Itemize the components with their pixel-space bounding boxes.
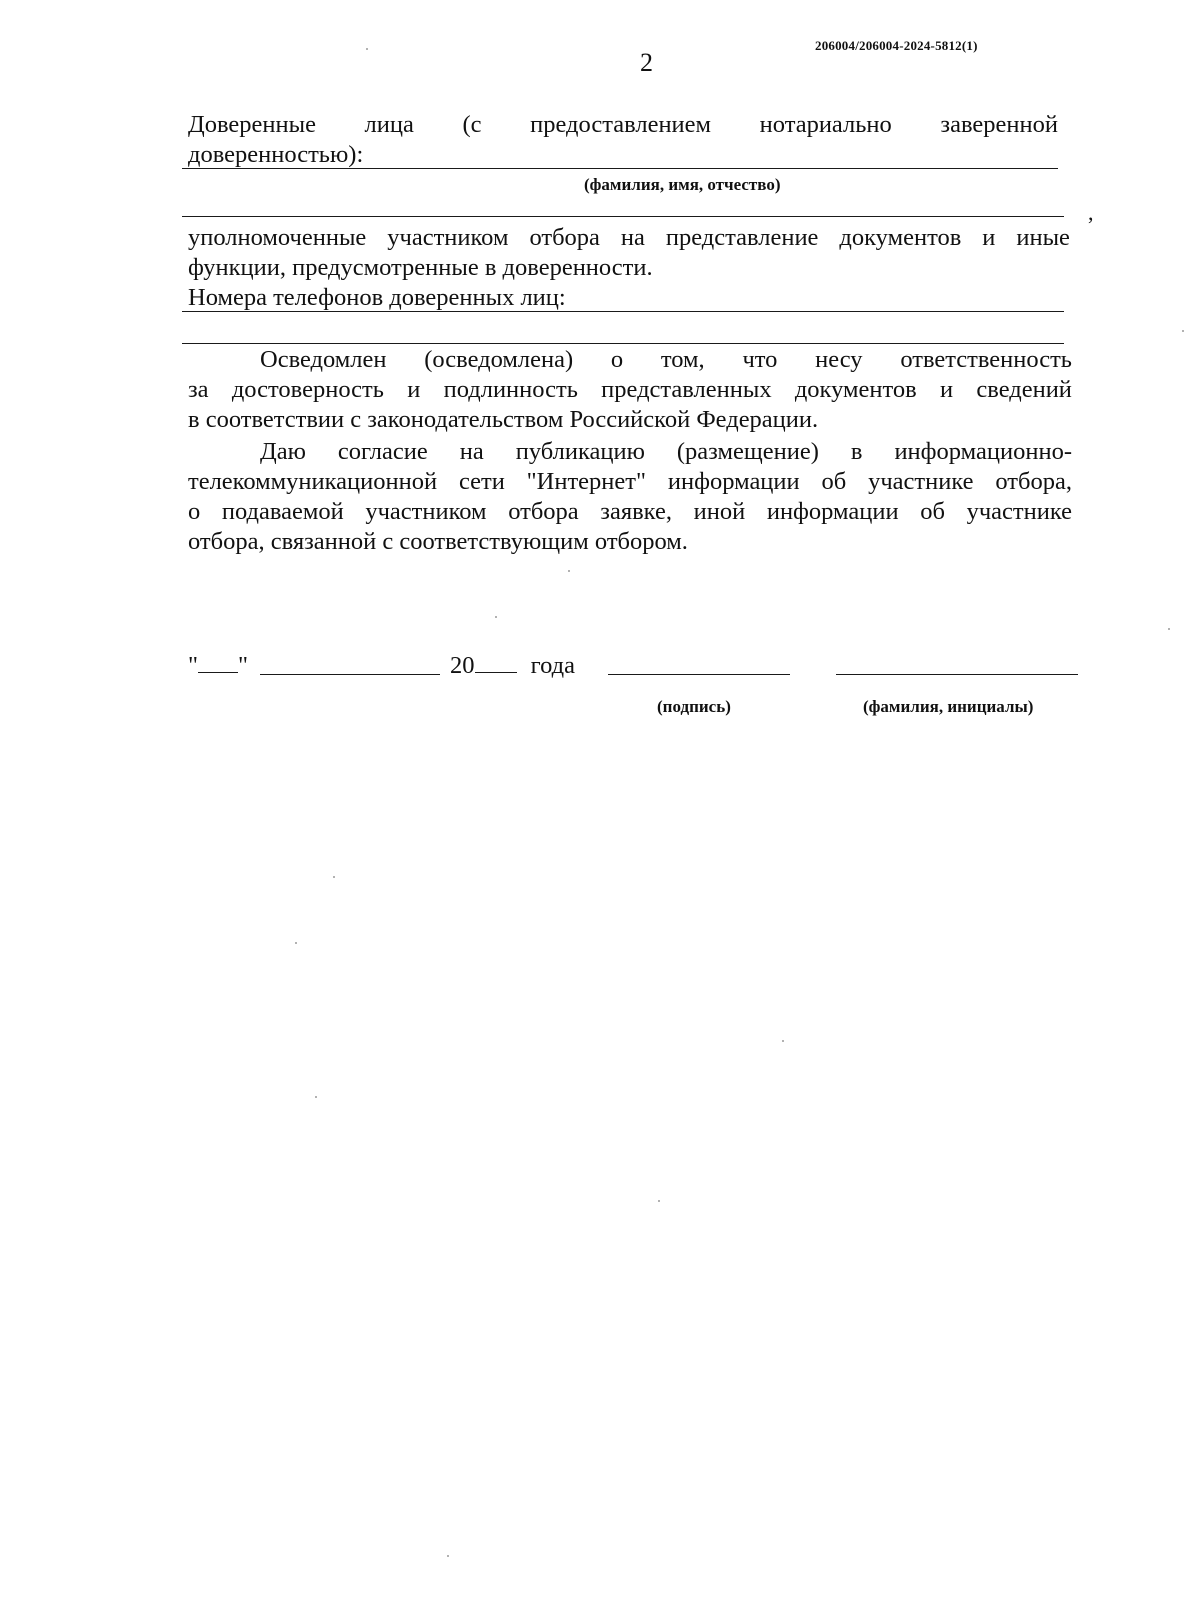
scan-speck — [495, 616, 497, 618]
quote-close: " — [238, 652, 249, 679]
signature-caption: (подпись) — [657, 697, 731, 716]
word: сети — [458, 468, 505, 495]
consent-line-4: отбора, связанной с соответствующим отбором. — [188, 528, 688, 555]
authorized-line-1 — [188, 223, 1070, 253]
trustee-name-blank — [182, 168, 1058, 169]
word: (осведомлена) — [424, 346, 574, 373]
word: достоверность — [231, 376, 384, 403]
date-day — [188, 650, 248, 681]
word: на — [459, 438, 484, 465]
year-suffix: года — [530, 652, 575, 679]
scan-speck — [315, 1096, 317, 1098]
word: в — [850, 438, 863, 465]
word: участником — [387, 224, 509, 251]
trustees-line-2: доверенностью): — [188, 141, 364, 168]
scan-speck — [568, 570, 570, 572]
scan-speck — [447, 1555, 449, 1557]
word: иной — [693, 498, 746, 525]
date-year — [450, 650, 575, 681]
word: участником — [365, 498, 487, 525]
trustee-comma: , — [1088, 200, 1094, 225]
phones-blank-1 — [182, 311, 1064, 312]
word: лица — [364, 111, 414, 138]
word: представленных — [601, 376, 772, 403]
word: за — [188, 376, 209, 403]
word: и — [407, 376, 421, 403]
word: несу — [815, 346, 863, 373]
word: отбора — [529, 224, 600, 251]
name-blank — [836, 674, 1078, 675]
word: участнике — [868, 468, 974, 495]
word: отбора — [508, 498, 579, 525]
word: подаваемой — [221, 498, 344, 525]
word: заявке, — [600, 498, 672, 525]
scan-speck — [333, 876, 335, 878]
word: подлинность — [443, 376, 578, 403]
word: (с — [462, 111, 482, 138]
consent-line-2 — [188, 467, 1072, 497]
responsibility-line-2 — [188, 375, 1072, 405]
consent-line-3 — [188, 497, 1072, 527]
word: согласие — [337, 438, 428, 465]
word: что — [742, 346, 778, 373]
word: публикацию — [515, 438, 645, 465]
trustees-line-1 — [188, 110, 1058, 140]
page-number: 2 — [640, 48, 653, 77]
word: Доверенные — [188, 111, 316, 138]
scan-speck — [658, 1200, 660, 1202]
word: представление — [665, 224, 819, 251]
word: о — [188, 498, 201, 525]
word: ответственность — [900, 346, 1072, 373]
day-blank — [198, 650, 238, 673]
word: "Интернет" — [526, 468, 647, 495]
word: информационно- — [894, 438, 1072, 465]
phones-label: Номера телефонов доверенных лиц: — [188, 284, 566, 311]
word: информации — [667, 468, 800, 495]
scan-speck — [366, 48, 368, 50]
scan-speck — [782, 1040, 784, 1042]
word: и — [982, 224, 996, 251]
consent-line-1 — [260, 437, 1072, 467]
quote-open: " — [188, 652, 199, 679]
word: участнике — [966, 498, 1072, 525]
word: нотариально — [759, 111, 892, 138]
word: заверенной — [940, 111, 1058, 138]
year-prefix: 20 — [450, 652, 475, 679]
responsibility-line-1 — [260, 345, 1072, 375]
fio-caption: (фамилия, имя, отчество) — [584, 175, 781, 194]
month-blank — [260, 674, 440, 675]
name-caption: (фамилия, инициалы) — [863, 697, 1034, 716]
word: (размещение) — [676, 438, 819, 465]
word: об — [821, 468, 847, 495]
word: сведений — [976, 376, 1072, 403]
word: документов — [794, 376, 917, 403]
scan-speck — [1182, 330, 1184, 332]
word: об — [920, 498, 945, 525]
signature-blank — [608, 674, 790, 675]
year-blank — [475, 650, 517, 673]
word: на — [620, 224, 645, 251]
word: о — [610, 346, 624, 373]
document-id: 206004/206004-2024-5812(1) — [815, 38, 978, 53]
word: иные — [1016, 224, 1070, 251]
word: Осведомлен — [260, 346, 387, 373]
trustee-name-blank-2 — [182, 216, 1064, 217]
word: информации — [766, 498, 899, 525]
word: предоставлением — [530, 111, 712, 138]
word: телекоммуникационной — [188, 468, 438, 495]
word: и — [940, 376, 954, 403]
scan-speck — [295, 942, 297, 944]
responsibility-line-3: в соответствии с законодательством Российской Федерации. — [188, 406, 819, 433]
word: том, — [660, 346, 705, 373]
authorized-line-2: функции, предусмотренные в доверенности. — [188, 254, 653, 281]
scan-speck — [1168, 628, 1170, 630]
word: отбора, — [995, 468, 1072, 495]
word: уполномоченные — [188, 224, 367, 251]
word: документов — [839, 224, 962, 251]
phones-blank-2 — [182, 343, 1064, 344]
word: Даю — [260, 438, 306, 465]
